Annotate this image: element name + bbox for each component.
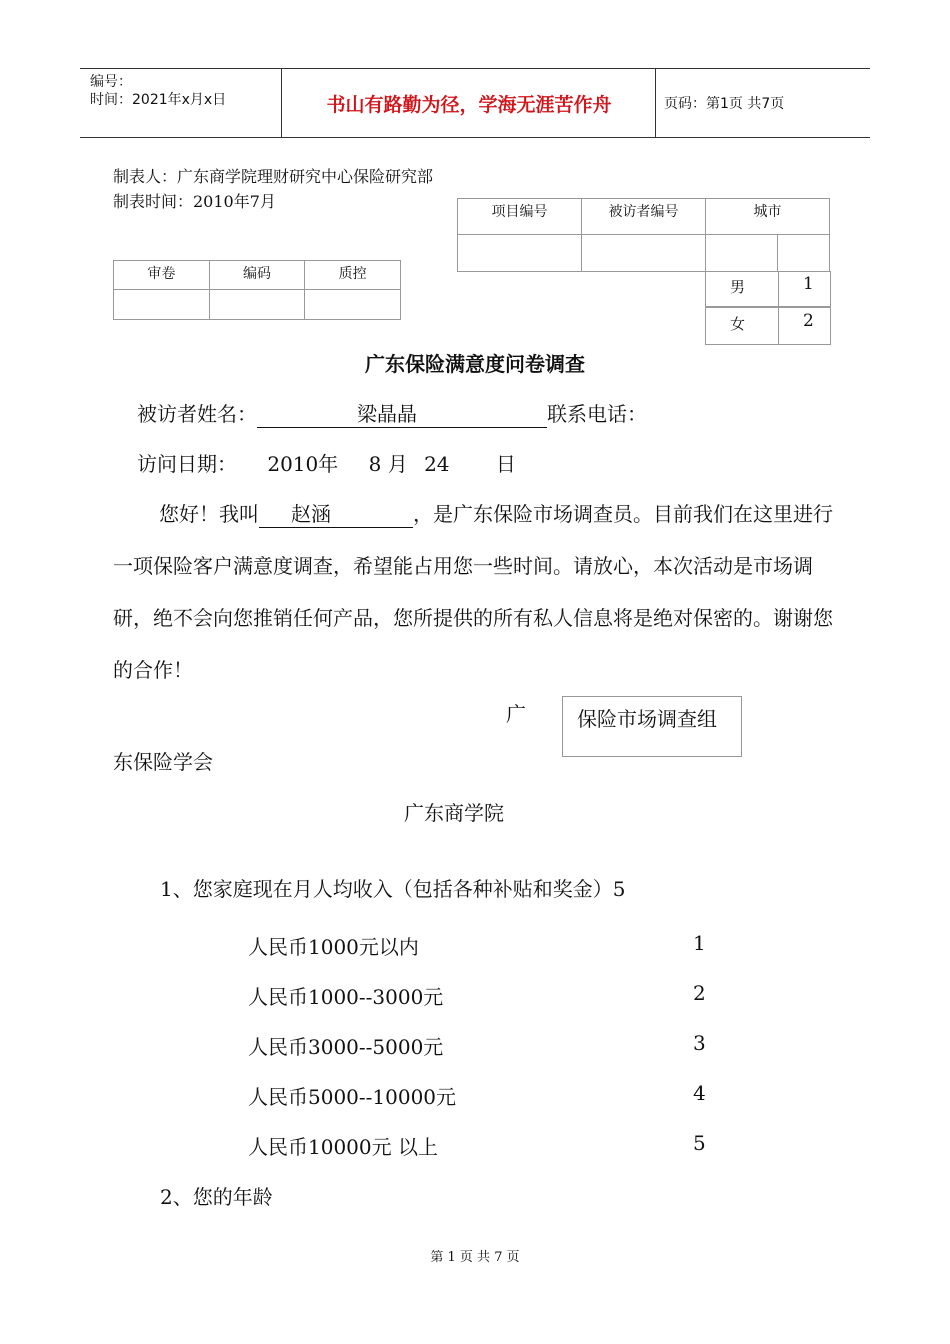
gender-female-label-cell [705, 307, 779, 345]
header-number-label: 编号： [90, 74, 132, 90]
project-table-header: 被访者编号 [582, 199, 706, 235]
visit-date-month: 8 月 [368, 452, 408, 476]
header-divider [655, 69, 656, 137]
project-table-header: 项目编号 [458, 199, 582, 235]
respondent-name-label: 被访者姓名： [137, 402, 257, 426]
option-label: 人民币1000元以内 [248, 935, 419, 959]
interviewer-field[interactable] [259, 501, 413, 528]
visit-date-line [137, 448, 516, 477]
option-label: 人民币3000--5000元 [248, 1035, 444, 1059]
option-code[interactable]: 1 [693, 931, 706, 955]
gender-female-code-cell[interactable] [778, 307, 831, 345]
project-number-cell[interactable] [458, 235, 582, 272]
project-table-header: 城市 [706, 199, 830, 235]
gender-female-label: 女 [730, 315, 746, 333]
project-table [457, 198, 830, 272]
option-code[interactable]: 2 [693, 981, 706, 1005]
intro-rest: ，是广东保险市场调查员。目前我们在这里进行一项保险客户满意度调查，希望能占用您一些时间。请放心，本次活动是市场调研，绝不会向您推销任何产品，您所提供的所有私人信息将是绝对保密的。谢谢您的合作！ [113, 502, 833, 682]
header-time-label: 时间：2021年x月x日 [90, 92, 227, 108]
interviewer-name: 赵涵 [291, 502, 331, 526]
respondent-name-value: 梁晶晶 [357, 402, 417, 426]
question-2-text: 2、您的年龄 [160, 1185, 273, 1209]
page-footer: 第 1 页 共 7 页 [430, 1250, 520, 1265]
intro-greeting: 您好！我叫 [159, 502, 259, 526]
question-1-text: 1、您家庭现在月人均收入（包括各种补贴和奖金）5 [160, 877, 626, 901]
city-cell[interactable] [706, 235, 778, 272]
option-code[interactable]: 3 [693, 1031, 706, 1055]
respondent-phone-label: 联系电话： [547, 402, 647, 426]
org-line1: 广 [506, 702, 526, 726]
option-code[interactable]: 5 [693, 1131, 706, 1155]
review-table [113, 260, 401, 320]
option-label: 人民币10000元 以上 [248, 1135, 438, 1159]
org-line3: 广东商学院 [404, 801, 504, 825]
qc-cell[interactable] [305, 290, 401, 320]
gender-male-label: 男 [730, 278, 746, 296]
gender-male-code-cell[interactable] [778, 271, 831, 307]
make-time-line: 制表时间：2010年7月 [113, 192, 276, 211]
org-line2: 东保险学会 [113, 750, 213, 774]
page-title: 广东保险满意度问卷调查 [365, 352, 585, 376]
review-table-header: 审卷 [114, 261, 210, 290]
visit-date-day: 24 [424, 452, 450, 476]
code-cell[interactable] [209, 290, 305, 320]
header-page-info: 页码：第1页 共7页 [664, 96, 785, 112]
option-code[interactable]: 4 [693, 1081, 706, 1105]
page-header [80, 68, 870, 138]
header-left [90, 73, 226, 109]
intro-paragraph [113, 488, 843, 696]
gender-male-label-cell [705, 271, 779, 307]
maker-line: 制表人：广东商学院理财研究中心保险研究部 [113, 167, 434, 186]
visit-date-day-label: 日 [495, 452, 516, 476]
respondent-number-cell[interactable] [582, 235, 706, 272]
option-label: 人民币1000--3000元 [248, 985, 444, 1009]
visit-date-year: 2010年 [267, 452, 339, 476]
org-box: 保险市场调查组 [562, 696, 742, 757]
gender-female-code: 2 [803, 311, 814, 331]
review-cell[interactable] [114, 290, 210, 320]
city-cell[interactable] [778, 235, 830, 272]
respondent-line [137, 398, 647, 428]
header-motto: 书山有路勤为径，学海无涯苦作舟 [326, 93, 612, 116]
gender-male-code: 1 [803, 274, 814, 294]
review-table-header: 质控 [305, 261, 401, 290]
respondent-name-field[interactable] [257, 398, 547, 428]
visit-date-label: 访问日期： [137, 452, 237, 476]
review-table-header: 编码 [209, 261, 305, 290]
option-label: 人民币5000--10000元 [248, 1085, 457, 1109]
